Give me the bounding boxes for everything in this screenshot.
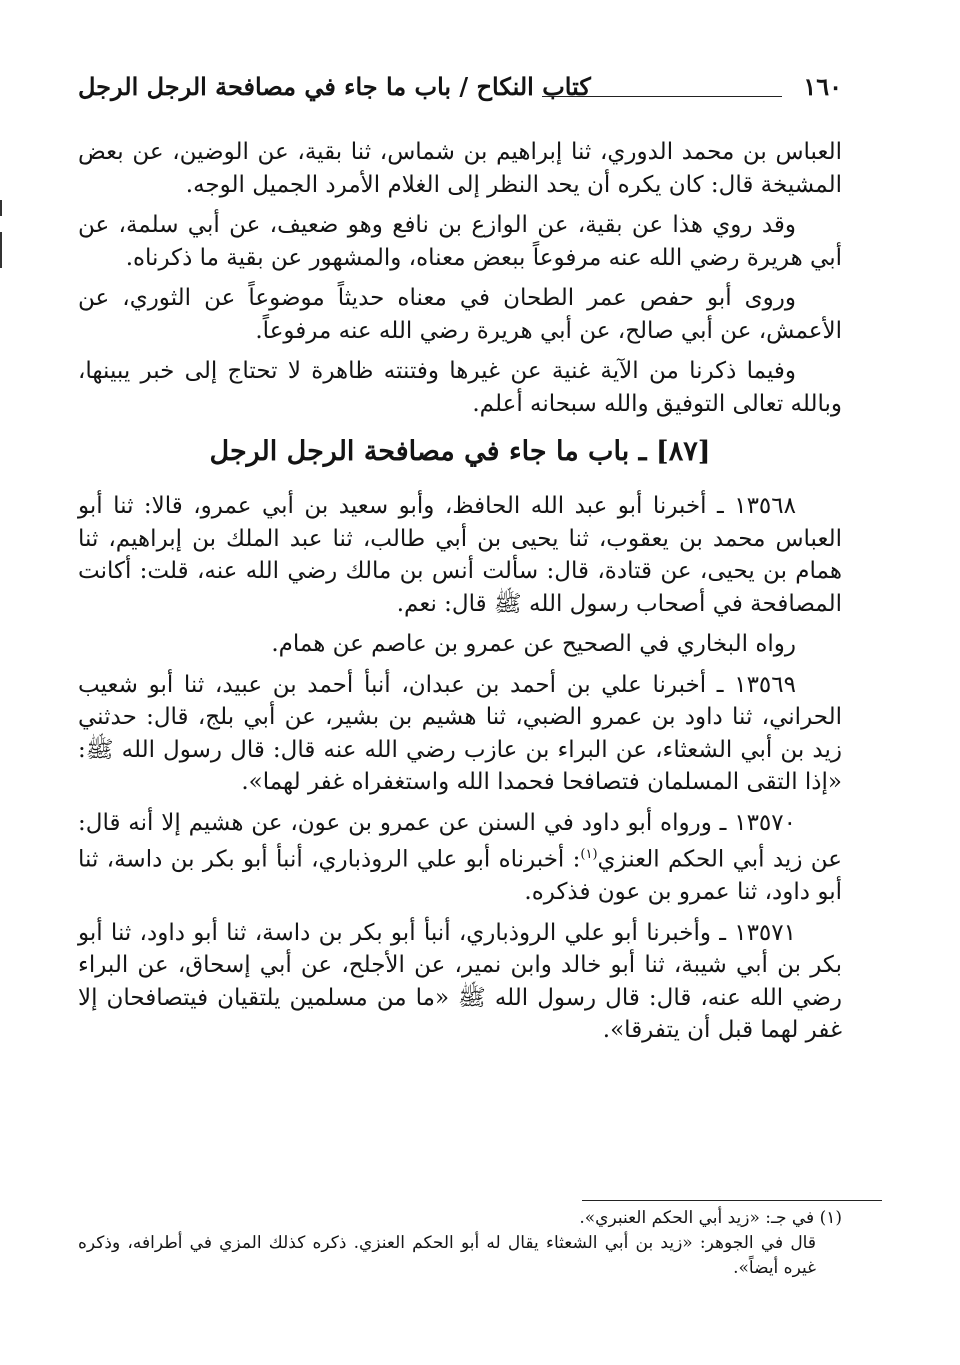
hadith-13569: ١٣٥٦٩ ـ أخبرنا علي بن أحمد بن عبدان، أنبأ أحمد بن عبيد، ثنا أبو شعيب الحراني، ثنا داود بن عمرو الضبي، ثنا هشيم بن بشير، عن أبي بلج، قال: حدثني زيد بن أبي الشعثاء، عن البراء بن عازب رضي الله عنه قال: قال رسول الله ﷺ: «إذا التقى المسلمان فتصافحا فحمدا الله واستغفراه غفر لهما». — [78, 671, 842, 795]
paragraph: وفيما ذكرنا من الآية غنية عن غيرها وفتنته ظاهرة لا تحتاج إلى خبر يبينها، وبالله تعالى التوفيق والله سبحانه أعلم. — [78, 358, 842, 417]
hadith-13571: ١٣٥٧١ ـ وأخبرنا أبو علي الروذباري، أنبأ أبو بكر بن داسة، ثنا أبو داود، ثنا أبو بكر بن أبي شيبة، ثنا أبو خالد وابن نمير، عن الأجلح، عن أبي إسحاق، عن البراء رضي الله عنه، قال: قال رسول الله ﷺ «ما من مسلمين يلتقيان فيتصافحان إلا غفر لهما قبل أن يتفرقا». — [78, 919, 842, 1044]
scan-margin-mark — [0, 232, 2, 268]
paragraph: وروى أبو حفص عمر الطحان في معناه حديثاً موضوعاً عن الثوري، عن الأعمش، عن أبي صالح، عن أبي هريرة رضي الله عنه مرفوعاً. — [78, 285, 842, 344]
hadith-13570 — [78, 807, 842, 909]
footnote-ref[interactable]: (١) — [580, 847, 598, 862]
section-title: [٨٧] ـ باب ما جاء في مصافحة الرجل الرجل — [209, 436, 711, 467]
running-title: كتاب النكاح / باب ما جاء في مصافحة الرجل الرجل — [78, 72, 591, 101]
paragraph: العباس بن محمد الدوري، ثنا إبراهيم بن شماس، ثنا بقية، عن الوضين، عن بعض المشيخة قال: كان يكره أن يحد النظر إلى الغلام الأمرد الجميل الوجه. — [78, 139, 842, 198]
scan-margin-mark — [0, 200, 2, 216]
footnote-1: (١) في جـ: «زيد أبي الحكم العنبري». — [579, 1208, 842, 1228]
footnote-rule — [582, 1200, 882, 1201]
paragraph: وقد روي هذا عن بقية، عن الوازع بن نافع وهو ضعيف، عن أبي سلمة، عن أبي هريرة رضي الله عنه مرفوعاً ببعض معناه، والمشهور عن بقية ما ذكرناه. — [78, 212, 842, 271]
hadith-note: رواه البخاري في الصحيح عن عمرو بن عاصم عن همام. — [271, 631, 796, 657]
page-number: ١٦٠ — [803, 72, 842, 101]
hadith-13570-part1: ١٣٥٧٠ ـ ورواه أبو داود في السنن عن عمرو بن عون، عن هشيم إلا أنه قال: عن زيد أبي الحكم العنزي — [78, 809, 842, 873]
main-text — [78, 136, 842, 1055]
hadith-13568: ١٣٥٦٨ ـ أخبرنا أبو عبد الله الحافظ، وأبو سعيد بن أبي عمرو، قالا: ثنا أبو العباس محمد بن يعقوب، ثنا يحيى بن أبي طالب، ثنا عبد الملك بن إبراهيم، ثنا همام بن يحيى، عن قتادة، قال: سألت أنس بن مالك رضي الله عنه، قلت: أكانت المصافحة في أصحاب رسول الله ﷺ قال: نعم. — [78, 493, 842, 617]
footnotes — [78, 1206, 842, 1281]
footnote-1-continued: قال في الجوهر: «زيد بن أبي الشعثاء يقال له أبو الحكم العنزي. ذكره كذلك المزي في أطرافه، وذكره غيره أيضاً». — [78, 1233, 816, 1278]
hadith-13570-part2: : أخبرناه أبو علي الروذباري، أنبأ أبو بكر بن داسة، ثنا أبو داود، ثنا عمرو بن عون فذكره. — [78, 846, 842, 906]
running-header — [78, 72, 842, 106]
